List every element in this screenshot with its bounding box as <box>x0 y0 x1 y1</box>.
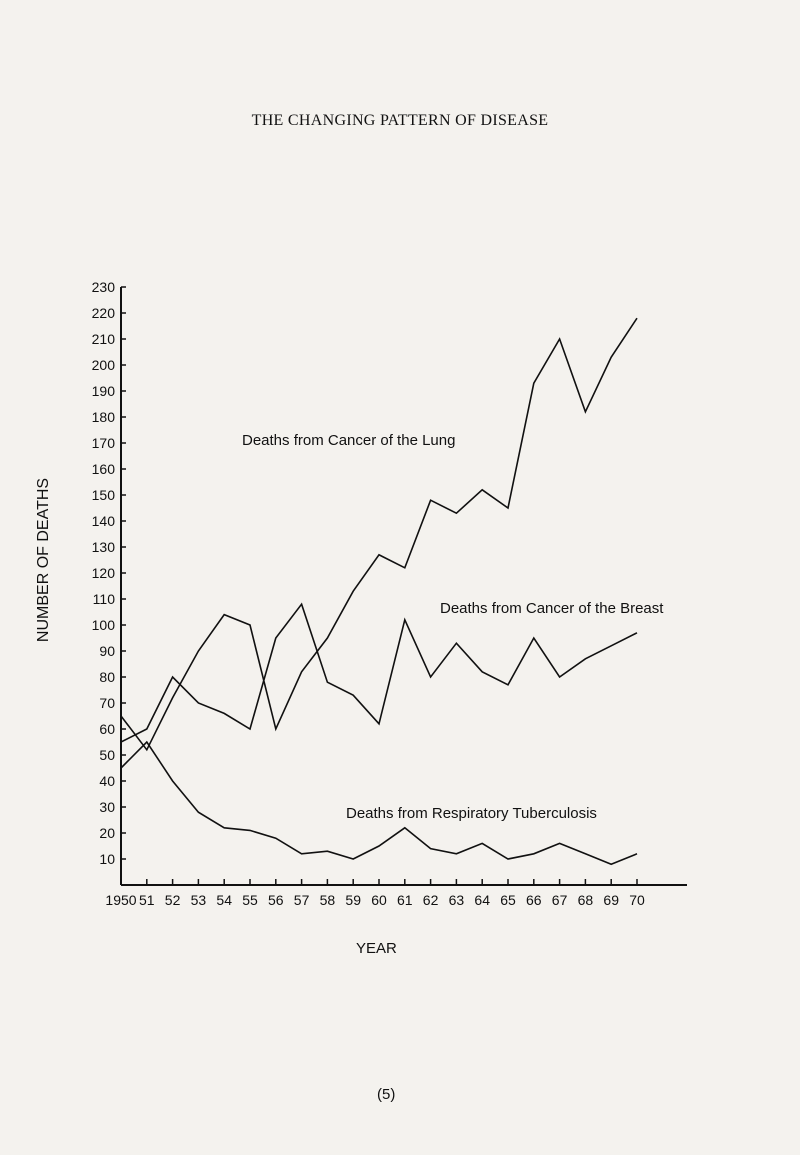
y-tick-label: 30 <box>99 799 115 815</box>
x-tick-label: 1950 <box>105 892 137 908</box>
y-tick-label: 170 <box>91 435 115 451</box>
page-title: THE CHANGING PATTERN OF DISEASE <box>251 112 549 129</box>
y-tick-label: 140 <box>91 513 115 529</box>
y-tick-label: 50 <box>99 747 115 763</box>
y-tick-label: 130 <box>91 539 115 555</box>
x-tick-label: 60 <box>371 892 387 908</box>
y-tick-label: 60 <box>99 721 115 737</box>
page-number: (5) <box>377 1086 396 1103</box>
series-line-breast-cancer <box>121 604 637 742</box>
y-tick-label: 160 <box>91 461 115 477</box>
chart-series-labels <box>242 432 664 822</box>
x-tick-label: 62 <box>422 892 439 908</box>
y-tick-label: 200 <box>91 357 115 373</box>
y-tick-label: 230 <box>91 279 115 295</box>
y-tick-label: 120 <box>91 565 115 581</box>
x-tick-label: 53 <box>190 892 207 908</box>
y-tick-label: 220 <box>91 305 115 321</box>
x-tick-label: 66 <box>526 892 542 908</box>
x-tick-label: 64 <box>474 892 490 908</box>
x-tick-label: 56 <box>268 892 284 908</box>
series-label-lung-cancer: Deaths from Cancer of the Lung <box>242 432 456 449</box>
x-axis-label: YEAR <box>356 940 397 957</box>
x-tick-label: 52 <box>164 892 181 908</box>
x-tick-label: 68 <box>577 892 594 908</box>
x-tick-label: 69 <box>603 892 619 908</box>
x-tick-label: 57 <box>293 892 310 908</box>
x-tick-label: 51 <box>139 892 155 908</box>
y-tick-label: 80 <box>99 669 115 685</box>
x-tick-label: 59 <box>345 892 361 908</box>
x-tick-label: 70 <box>629 892 645 908</box>
y-tick-label: 40 <box>99 773 115 789</box>
y-tick-label: 190 <box>91 383 115 399</box>
y-tick-label: 150 <box>91 487 115 503</box>
x-tick-label: 65 <box>500 892 516 908</box>
y-tick-label: 20 <box>99 825 115 841</box>
series-label-respiratory-tb: Deaths from Respiratory Tuberculosis <box>346 805 597 822</box>
x-tick-label: 61 <box>397 892 413 908</box>
y-tick-label: 210 <box>91 331 115 347</box>
series-line-lung-cancer <box>121 318 637 750</box>
series-line-respiratory-tb <box>121 742 637 864</box>
y-tick-label: 180 <box>91 409 115 425</box>
x-tick-label: 58 <box>319 892 336 908</box>
x-tick-label: 67 <box>551 892 568 908</box>
x-tick-label: 54 <box>216 892 232 908</box>
y-axis-label: NUMBER OF DEATHS <box>35 477 52 643</box>
y-tick-label: 10 <box>99 851 115 867</box>
x-tick-label: 55 <box>242 892 258 908</box>
y-tick-label: 70 <box>99 695 115 711</box>
y-tick-label: 110 <box>92 591 115 607</box>
chart-series <box>121 318 637 864</box>
y-tick-label: 90 <box>99 643 115 659</box>
series-label-breast-cancer: Deaths from Cancer of the Breast <box>440 600 664 617</box>
y-tick-label: 100 <box>91 617 115 633</box>
x-tick-label: 63 <box>448 892 465 908</box>
